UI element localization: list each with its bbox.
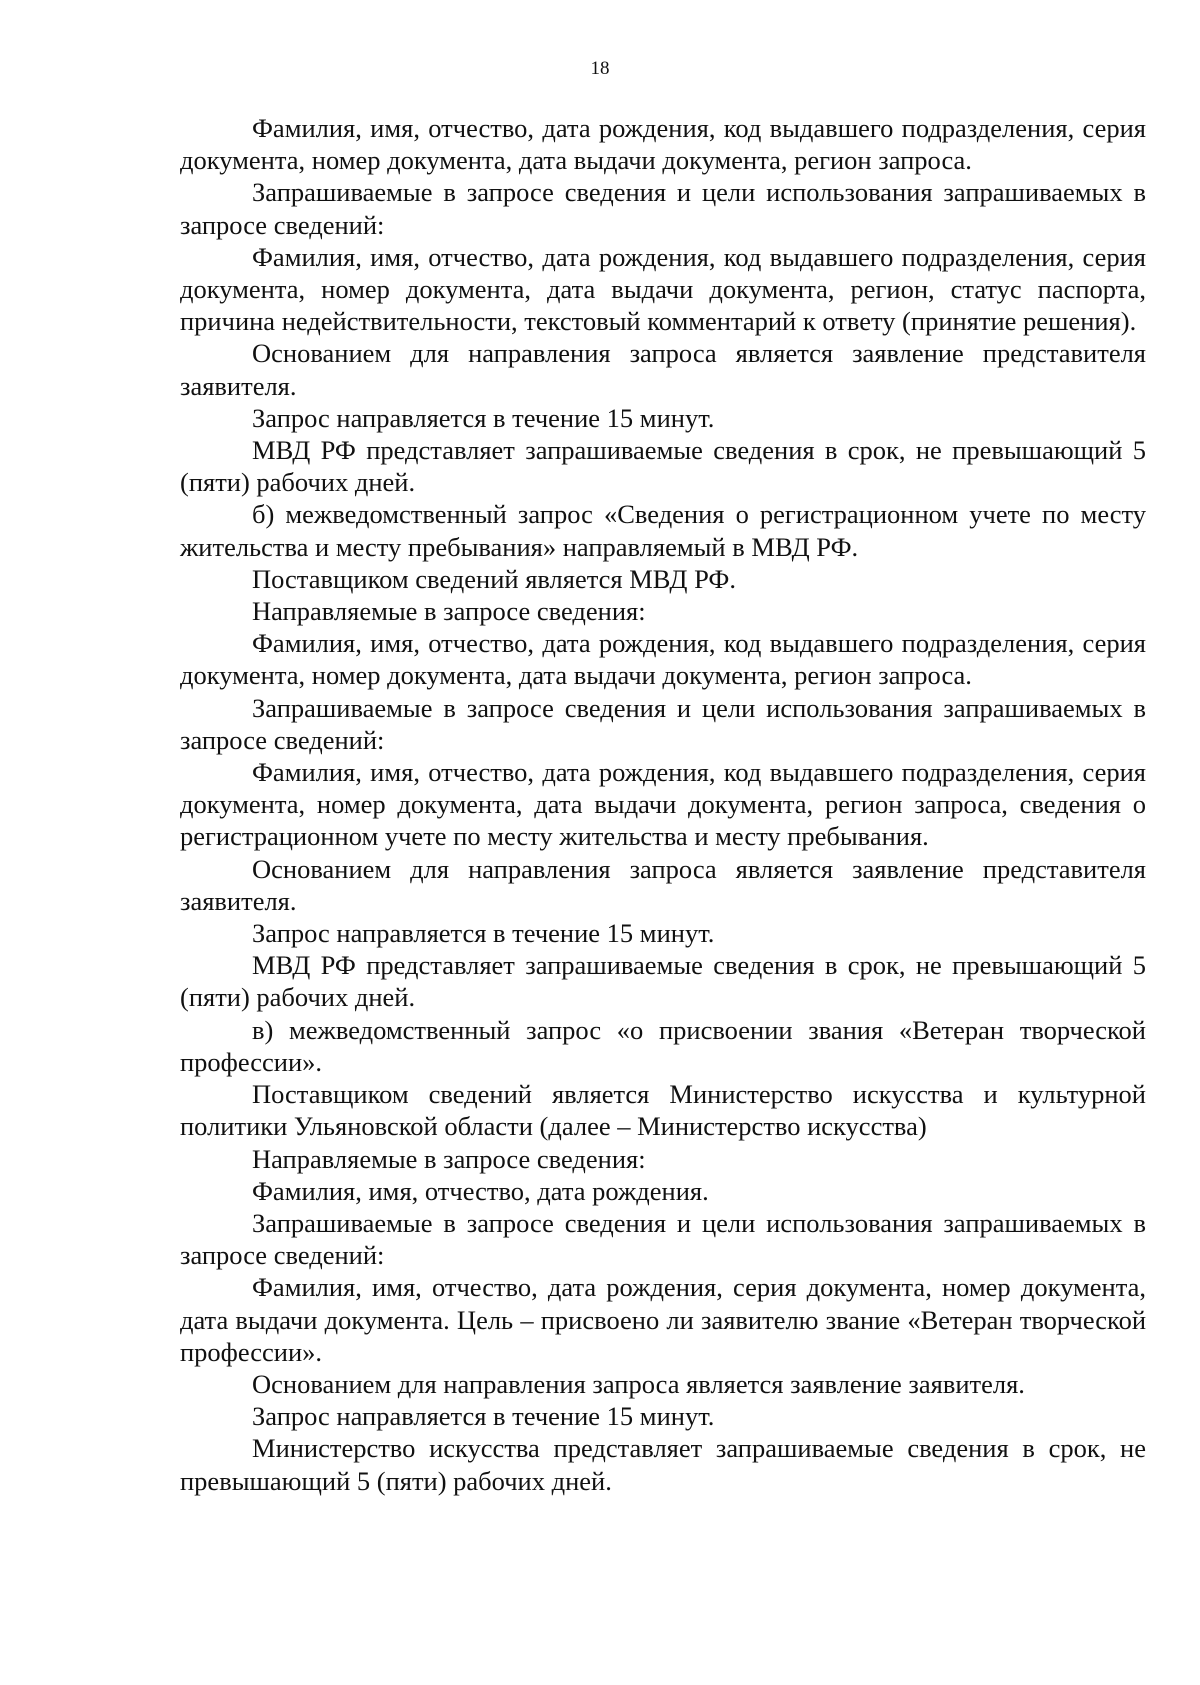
paragraph-18: Направляемые в запросе сведения: [252, 1143, 646, 1174]
paragraph-12: Фамилия, имя, отчество, дата рождения, код выдавшего подразделения, серия документа, номер документа, дата выдачи документа, регион запроса, сведения о регистрационном учете по месту жительства и месту пребывания. [180, 757, 1146, 852]
paragraph-9: Направляемые в запросе сведения: [252, 596, 646, 627]
paragraph-4: Основанием для направления запроса является заявление представителя заявителя. [180, 338, 1146, 401]
paragraph-10: Фамилия, имя, отчество, дата рождения, код выдавшего подразделения, серия документа, номер документа, дата выдачи документа, регион запроса. [180, 628, 1146, 691]
paragraph-8: Поставщиком сведений является МВД РФ. [252, 563, 736, 594]
paragraph-2: Запрашиваемые в запросе сведения и цели использования запрашиваемых в запросе сведений: [180, 177, 1146, 240]
paragraph-3: Фамилия, имя, отчество, дата рождения, код выдавшего подразделения, серия документа, номер документа, дата выдачи документа, регион, статус паспорта, причина недействительности, текстовый комментарий к ответу (принятие решения). [180, 241, 1146, 337]
paragraph-6: МВД РФ представляет запрашиваемые сведения в срок, не превышающий 5 (пяти) рабочих дней. [180, 435, 1146, 498]
document-body [180, 112, 1146, 1497]
paragraph-5: Запрос направляется в течение 15 минут. [252, 402, 715, 433]
paragraph-14: Запрос направляется в течение 15 минут. [252, 918, 715, 949]
paragraph-22: Основанием для направления запроса является заявление заявителя. [252, 1368, 1025, 1399]
paragraph-16: в) межведомственный запрос «о присвоении звания «Ветеран творческой профессии». [180, 1014, 1146, 1077]
paragraph-11: Запрашиваемые в запросе сведения и цели использования запрашиваемых в запросе сведений: [180, 692, 1146, 755]
paragraph-24: Министерство искусства представляет запрашиваемые сведения в срок, не превышающий 5 (пяти) рабочих дней. [180, 1433, 1146, 1496]
paragraph-15: МВД РФ представляет запрашиваемые сведения в срок, не превышающий 5 (пяти) рабочих дней. [180, 950, 1146, 1013]
paragraph-13: Основанием для направления запроса является заявление представителя заявителя. [180, 853, 1146, 916]
paragraph-23: Запрос направляется в течение 15 минут. [252, 1401, 715, 1432]
paragraph-21: Фамилия, имя, отчество, дата рождения, серия документа, номер документа, дата выдачи документа. Цель – присвоено ли заявителю звание «Ветеран творческой профессии». [180, 1272, 1146, 1367]
paragraph-7: б) межведомственный запрос «Сведения о регистрационном учете по месту жительства и месту пребывания» направляемый в МВД РФ. [180, 499, 1146, 562]
paragraph-19: Фамилия, имя, отчество, дата рождения. [252, 1175, 709, 1206]
paragraph-17: Поставщиком сведений является Министерство искусства и культурной политики Ульяновской области (далее – Министерство искусства) [180, 1079, 1146, 1142]
page-number: 18 [590, 58, 610, 79]
paragraph-20: Запрашиваемые в запросе сведения и цели использования запрашиваемых в запросе сведений: [180, 1207, 1146, 1271]
paragraph-1: Фамилия, имя, отчество, дата рождения, код выдавшего подразделения, серия документа, номер документа, дата выдачи документа, регион запроса. [180, 113, 1146, 176]
